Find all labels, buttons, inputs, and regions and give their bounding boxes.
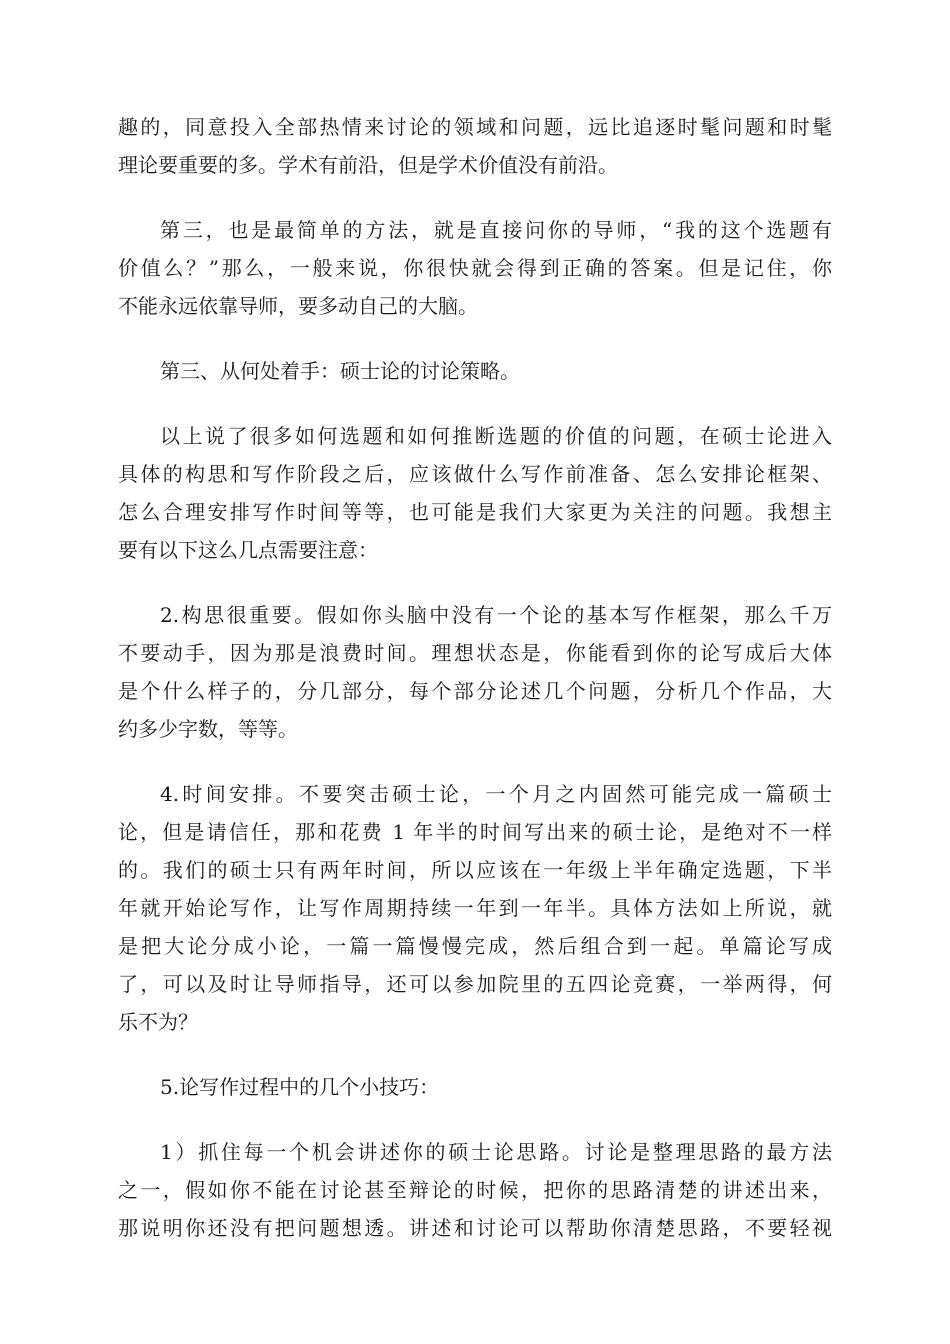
paragraph-point-2: [118, 596, 832, 748]
text-line: 了，可以及时让导师指导，还可以参加院里的五四论竞赛，一举两得，何: [118, 972, 832, 996]
paragraph-point-5: [118, 1068, 832, 1106]
text-line: 具体的构思和写作阶段之后，应该做什么写作前准备、怎么安排论框架、: [118, 462, 832, 486]
text-line: 是个什么样子的，分几部分，每个部分论述几个问题，分析几个作品，大: [118, 679, 832, 703]
text-line: 怎么合理安排写作时间等等，也可能是我们大家更为关注的问题。我想主: [118, 500, 832, 524]
text-line: 2.构思很重要。假如你头脑中没有一个论的基本写作框架，那么千万: [160, 603, 832, 627]
text-line: 1）抓住每一个机会讲述你的硕士论思路。讨论是整理思路的最方法: [160, 1140, 832, 1164]
text-line: 5.论写作过程中的几个小技巧：: [160, 1075, 440, 1099]
paragraph-tip-1: [118, 1133, 832, 1247]
paragraph-ask-advisor: [118, 211, 832, 325]
text-line: 理论要重要的多。学术有前沿，但是学术价值没有前沿。: [118, 153, 618, 177]
document-page: [118, 108, 832, 1274]
text-line: 价值么？”那么，一般来说，你很快就会得到正确的答案。但是记住，你: [118, 256, 832, 280]
text-line: 不能永远依靠导师，要多动自己的大脑。: [118, 294, 478, 318]
text-line: 的。我们的硕士只有两年时间，所以应该在一年级上半年确定选题，下半: [118, 858, 832, 882]
text-line: 乐不为？: [118, 1010, 198, 1034]
text-line: 那说明你还没有把问题想透。讲述和讨论可以帮助你清楚思路，不要轻视: [118, 1216, 832, 1240]
text-line: 约多少字数，等等。: [118, 717, 298, 741]
text-line: 年就开始论写作，让写作周期持续一年到一年半。具体方法如上所说，就: [118, 896, 832, 920]
text-line: 不要动手，因为那是浪费时间。理想状态是，你能看到你的论写成后大体: [118, 641, 832, 665]
text-line: 第三，也是最简单的方法，就是直接问你的导师，“我的这个选题有: [160, 218, 832, 242]
paragraph-intro-strategy: [118, 417, 832, 569]
paragraph-topic-value: [118, 108, 832, 184]
text-line: 之一，假如你不能在讨论甚至辩论的时候，把你的思路清楚的讲述出来，: [118, 1178, 832, 1202]
text-line: 趣的，同意投入全部热情来讨论的领域和问题，远比追逐时髦问题和时髦: [118, 115, 832, 139]
text-line: 4.时间安排。不要突击硕士论，一个月之内固然可能完成一篇硕士: [160, 782, 832, 806]
text-line: 是把大论分成小论，一篇一篇慢慢完成，然后组合到一起。单篇论写成: [118, 934, 832, 958]
text-line: 要有以下这么几点需要注意：: [118, 538, 378, 562]
paragraph-point-4: [118, 775, 832, 1041]
text-line: 论，但是请信任，那和花费 1 年半的时间写出来的硕士论，是绝对不一样: [118, 820, 832, 844]
text-line: 以上说了很多如何选题和如何推断选题的价值的问题，在硕士论进入: [160, 424, 832, 448]
section-heading-strategy: [118, 352, 832, 390]
section-heading-text: 第三、从何处着手：硕士论的讨论策略。: [160, 359, 520, 383]
